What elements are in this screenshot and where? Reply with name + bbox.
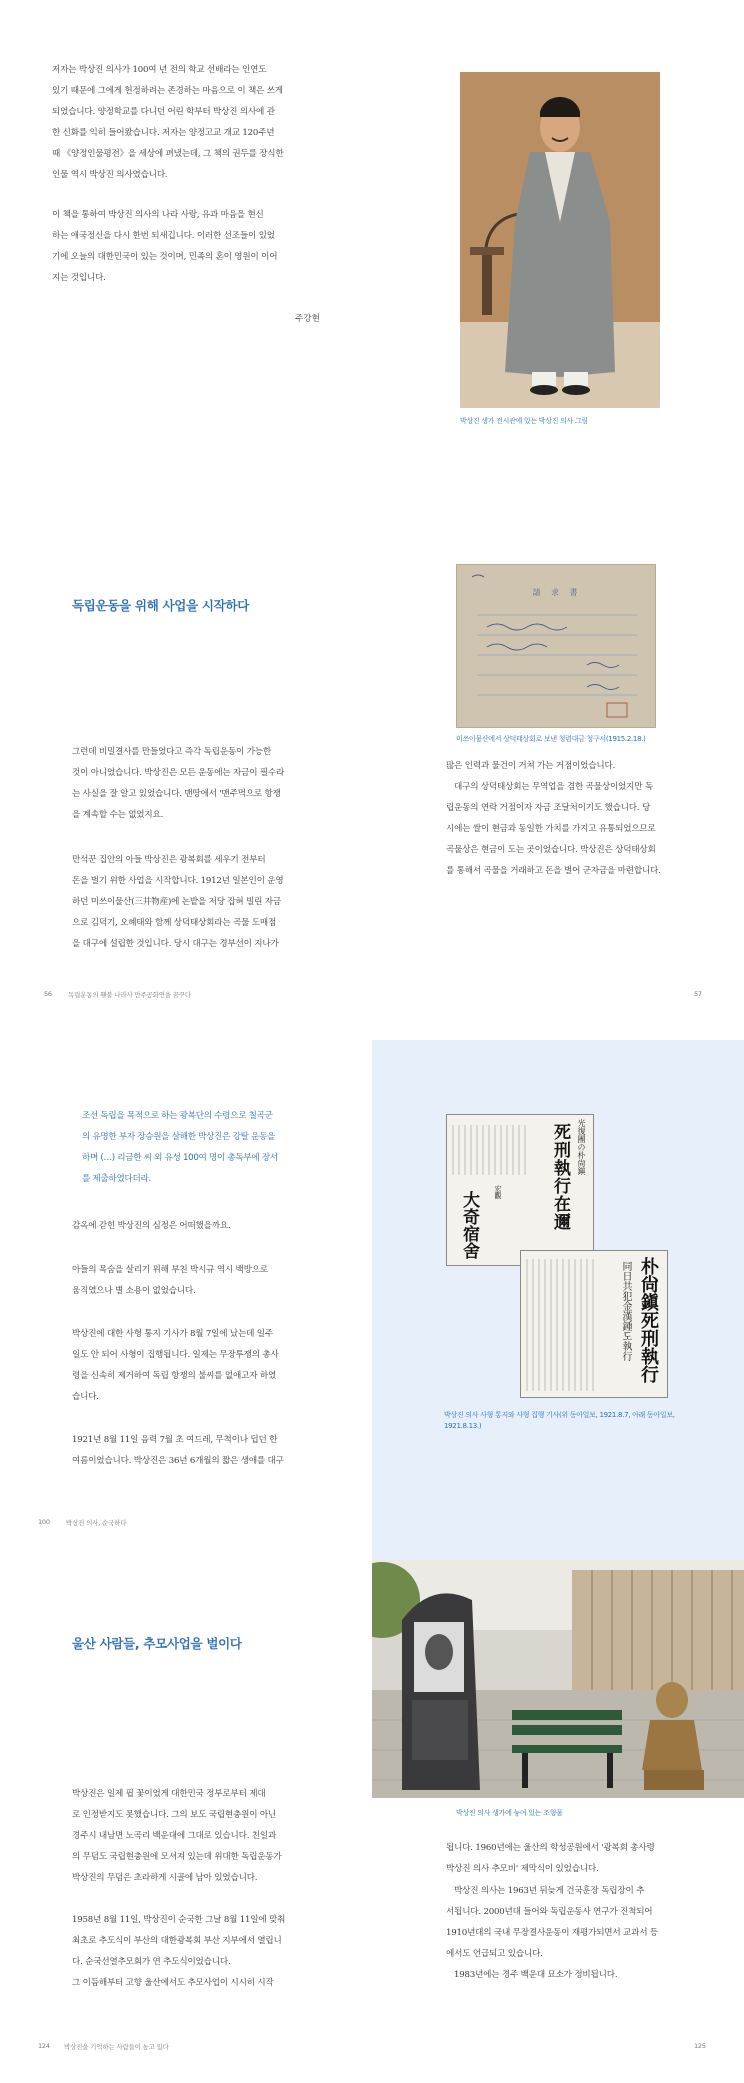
page-right-business — [372, 520, 744, 1040]
page-number: 57 — [694, 990, 702, 998]
page-number: 124 — [38, 2042, 50, 2050]
invoice-document-photo — [456, 564, 656, 728]
paragraph: 이 책을 통하여 박상진 의사의 나라 사랑, 유과 마음을 현신 하는 애국정신을 다시 한번 되새깁니다. 이러한 선조들이 있었 기에 오늘의 대한민국이 있는 것이며, 민족의 혼이 영원이 이어 지는 것입니다. — [52, 210, 278, 283]
page-number: 56 — [44, 990, 52, 998]
invoice-caption: 미쓰이물산에서 상덕태상회로 보낸 청렴대금 청구서(1915.2.18.) — [456, 735, 646, 743]
page-number: 100 — [38, 1518, 50, 1526]
page-left-business — [0, 520, 372, 1040]
newspaper-clipping-2 — [520, 1250, 668, 1398]
paragraph: 감옥에 갇힌 박상진의 심정은 어떠했을까요. — [72, 1221, 231, 1231]
page-right-memorial — [372, 1560, 744, 2080]
paragraph: 그런데 비밀결사를 만들었다고 즉각 독립운동이 가능한 것이 아니었습니다. 박상진은 모든 운동에는 자금이 필수라 는 사실을 잘 알고 있었습니다. 맨땅에서 '맨주먹으로 항쟁 을 계속할 수는 없었지요. — [72, 747, 285, 820]
clipping-title-3: 朴尙鎭死刑執行 — [638, 1257, 659, 1383]
paragraph: 1921년 8월 11일 음력 7월 초 여드레, 무척이나 덥던 한 여름이었습니다. 박상진은 36년 6개월의 짧은 생애를 대구 — [72, 1435, 284, 1466]
newspaper-caption: 박상진 의사 사형 통지와 사형 집행 기사(위 동아일보, 1921.8.7, 아래 동아일보, 1921.8.13.) — [444, 1411, 675, 1430]
paragraph: 대구의 상덕태상회는 무역업을 겸한 곡물상이었지만 독 립운동의 연락 거점이자 자금 조달처이기도 했습니다. 당 시에는 쌀이 현금과 동일한 가치를 가지고 유통되었으므로 곡물상은 현금이 도는 곳이었습니다. 박상진은 상덕태상회 를 통해서 곡물을 거래하고 돈을 벌어 군자금을 마련합니다. — [446, 782, 661, 876]
paragraph: 박상진 의사는 1963년 뒤늦게 건국훈장 독립장이 추 서됩니다. 2000년대 들어와 독립운동사 연구가 진척되어 1910년대의 국내 무장결사운동이 재평가되면서 교과서 등 에서도 언급되고 있습니다. — [446, 1886, 658, 1959]
invoice-title: 請 求 書 — [532, 588, 582, 597]
author-signature: 주강현 — [295, 314, 320, 324]
portrait-caption: 박상진 생가 전시관에 있는 박상진 의사 그림 — [460, 417, 588, 425]
running-footer: 독립운동의 횃불 나라사 만주공화연을 꿈꾸다 — [68, 991, 191, 999]
spread-preface — [0, 0, 744, 520]
clipping-headline: 光復團の朴尙鎭 — [577, 1119, 586, 1175]
page-left-memorial — [0, 1560, 372, 2080]
page-right-portrait — [372, 0, 744, 520]
clipping-subhead: 宏觀 — [494, 1185, 502, 1199]
clipping-title-2: 大奇宿舍 — [459, 1191, 479, 1259]
page-left-execution — [0, 1040, 372, 1560]
paragraph: 1958년 8월 11일, 박상진이 순국한 그날 8월 11일에 맞춰 최초로 추도식이 부산의 대한광복회 부산 지부에서 열립니 다. 순국선열추모회가 연 추도식이었습니다. 그 이듬해부터 고향 울산에서도 추모사업이 시시히 시작 — [72, 1915, 286, 1988]
paragraph: 박상진은 일제 핍 꽃이었게 대한민국 정부로부터 제대 로 인정받지도 못했습니다. 그의 보도 국립현충원이 아닌 경주시 내남면 노곡리 백운대에 그대로 있습니다. 친일과 의 무덤도 국립현충원에 모셔져 있는데 위대한 독립운동가 박상진의 무덤은 초라하게 시골에 남아 있었습니다. — [72, 1789, 282, 1883]
page-left-preface — [0, 0, 372, 520]
newspaper-clipping-1 — [446, 1114, 594, 1266]
spread-business — [0, 520, 744, 1040]
running-footer: 박상진 의사, 순국하다 — [66, 1519, 127, 1527]
spread-memorial — [0, 1560, 744, 2080]
portrait-painting — [460, 72, 660, 408]
paragraph: 저자는 박상진 의사가 100여 년 전의 학교 선배라는 인연도 있기 때문에 그에게 헌정하려는 존경하는 마음으로 이 책은 쓰게 되었습니다. 양정학교를 다니던 어린 학부터 박상진 의사에 관 한 신화를 익히 들어왔습니다. 저자는 양정고교 개교 120주년 때 《양정인물평전》을 세상에 펴냈는데, 그 책의 권두를 장식한 인물 역시 박상진 의사였습니다. — [52, 65, 284, 180]
memorial-statue-photo — [372, 1560, 744, 1798]
page-number: 125 — [694, 2042, 706, 2050]
paragraph: 1983년에는 경주 백운대 묘소가 정비됩니다. — [454, 1970, 618, 1980]
page-right-blue-panel — [372, 1040, 744, 1560]
paragraph: 만석꾼 집안의 아들 박상진은 광복회를 세우기 전부터 돈을 벌기 위한 사업을 시작합니다. 1912년 일본인이 운영 하던 미쓰이물산(三井物産)에 논밭을 저당 잡혀 빌린 자금 으로 김덕기, 오혜태와 함께 상덕태상회라는 곡물 도매점 을 대구에 설립한 것입니다. 당시 대구는 경부선이 지나가 — [72, 855, 284, 949]
paragraph: 많은 인력과 물건이 거쳐 가는 거점이었습니다. — [446, 761, 616, 771]
clipping-title: 死刑執行在邇 — [550, 1123, 570, 1231]
memorial-caption: 박상진 의사 생가에 놓여 있는 조형물 — [456, 1809, 563, 1817]
spread-execution — [0, 1040, 744, 1560]
running-footer: 박상진을 기억하는 사람들이 높고 있다 — [64, 2043, 169, 2051]
section-heading: 독립운동을 위해 사업을 시작하다 — [72, 598, 250, 613]
clipping-subtitle: 同日共犯金漢鍾도執行 — [620, 1261, 631, 1361]
paragraph: 됩니다. 1960년에는 울산의 학성공원에서 '광복회 총사령 박상진 의사 추모비' 제막식이 있었습니다. — [446, 1843, 655, 1874]
section-heading: 울산 사람들, 추모사업을 벌이다 — [72, 1636, 242, 1651]
quote-callout: 조선 독립을 목적으로 하는 광복단의 수령으로 칠곡군 의 유명한 부자 장승원을 살해한 박상진은 강탈 운동을 하며 (…) 리금한 씨 외 유성 100여 명이 총독부에 장서 를 제출하였다더라. — [82, 1111, 278, 1184]
paragraph: 박상진에 대한 사형 통지 기사가 8월 7일에 났는데 일주 일도 안 되어 사형이 집행됩니다. 일제는 무장투쟁의 총사 령을 신속히 제거하여 독립 항쟁의 불씨를 없애고자 하였 습니다. — [72, 1329, 279, 1402]
paragraph: 아들의 목숨을 살리기 위해 부친 박시규 역시 백방으로 움직였으나 별 소용이 없었습니다. — [72, 1265, 268, 1296]
